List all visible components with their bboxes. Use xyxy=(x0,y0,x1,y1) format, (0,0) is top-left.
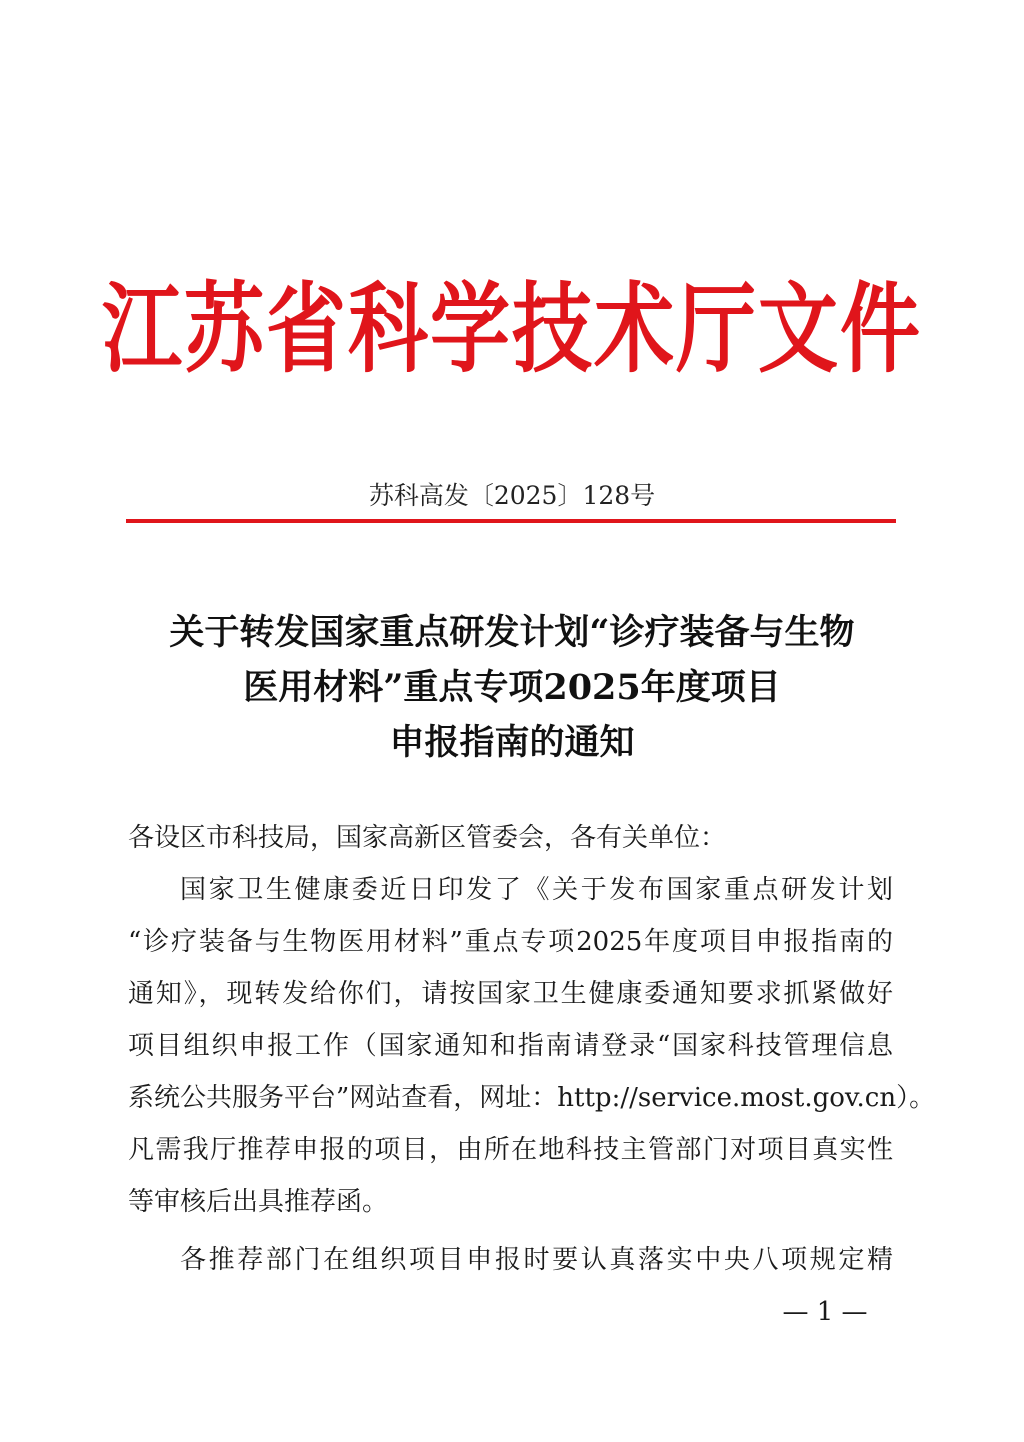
paragraph-line: 凡需我厅推荐申报的项目，由所在地科技主管部门对项目真实性 xyxy=(128,1135,893,1165)
notice-body xyxy=(128,812,936,1286)
masthead-title: 江苏省科学技术厅文件 xyxy=(102,271,922,387)
paragraph-line: 等审核后出具推荐函。 xyxy=(128,1187,389,1217)
page-number: — 1 — xyxy=(782,1297,868,1327)
paragraph-line: 系统公共服务平台”网站查看，网址：http://service.most.gov.cn）。 xyxy=(128,1083,936,1113)
title-line: 申报指南的通知 xyxy=(389,722,635,763)
notice-title xyxy=(100,605,924,770)
title-line: 医用材料”重点专项2025年度项目 xyxy=(243,667,781,708)
paragraph-line: 项目组织申报工作（国家通知和指南请登录“国家科技管理信息 xyxy=(128,1031,893,1061)
red-divider-rule xyxy=(126,519,896,523)
paragraph-line: 各推荐部门在组织项目申报时要认真落实中央八项规定精 xyxy=(180,1245,893,1275)
paragraph-line: “诊疗装备与生物医用材料”重点专项2025年度项目申报指南的 xyxy=(128,927,893,957)
addressee-line: 各设区市科技局，国家高新区管委会，各有关单位： xyxy=(128,823,727,853)
paragraph-line: 通知》，现转发给你们，请按国家卫生健康委通知要求抓紧做好 xyxy=(128,979,893,1009)
document-number: 苏科高发〔2025〕128号 xyxy=(368,481,656,510)
title-line: 关于转发国家重点研发计划“诊疗装备与生物 xyxy=(169,612,855,653)
paragraph-line: 国家卫生健康委近日印发了《关于发布国家重点研发计划 xyxy=(180,875,893,905)
